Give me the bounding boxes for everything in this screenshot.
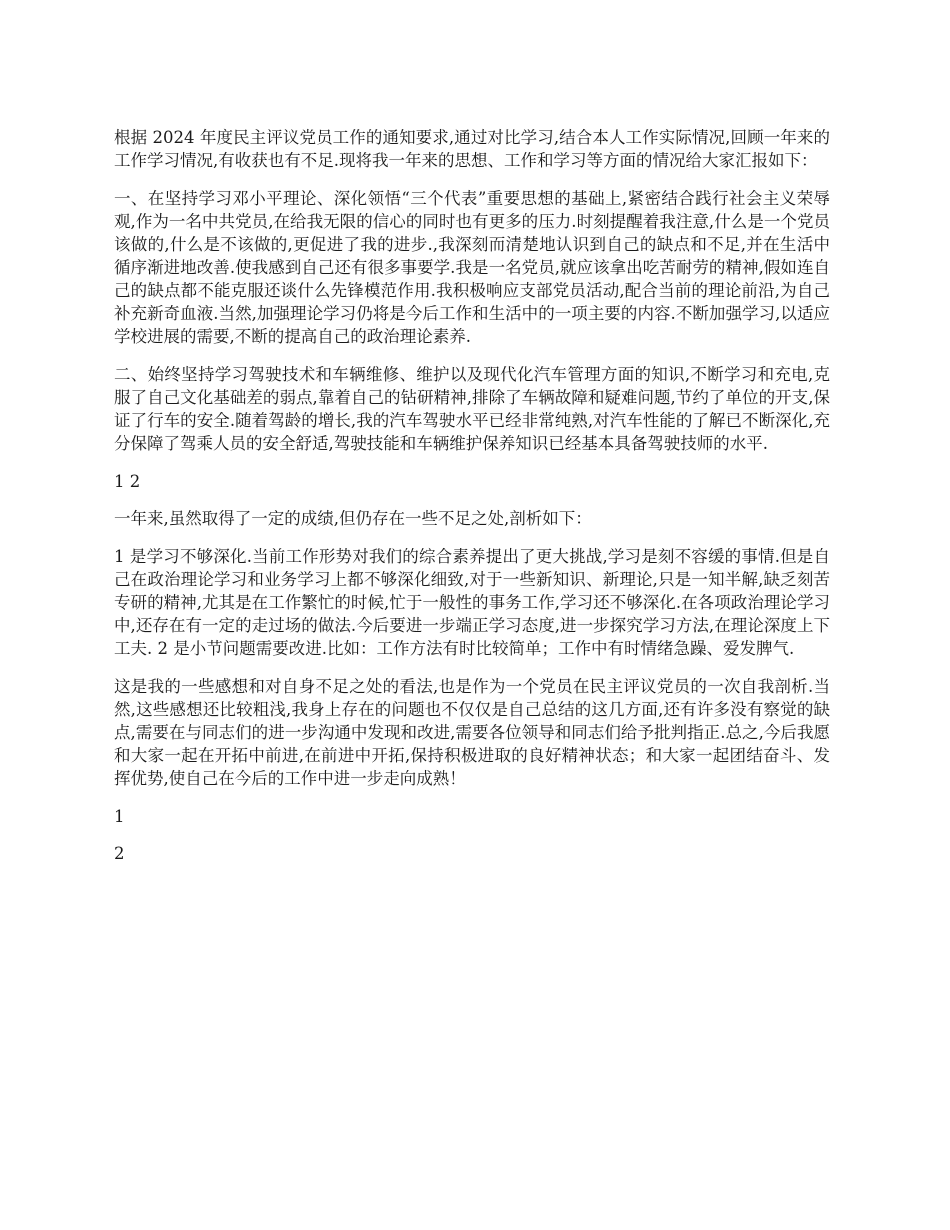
conclusion-paragraph: 这是我的一些感想和对自身不足之处的看法,也是作为一个党员在民主评议党员的一次自我剖析.当然,这些感想还比较粗浅,我身上存在的问题也不仅仅是自己总结的这几方面,还有许多没有察觉的缺点,需要在与同志们的进一步沟通中发现和改进,需要各位领导和同志们给予批判指正.总之,今后我愿和大家一起在开拓中前进,在前进中开拓,保持积极进取的良好精神状态；和大家一起团结奋斗、发挥优势,使自己在今后的工作中进一步走向成熟！	[114, 677, 830, 788]
footer-number-1: 1	[114, 807, 125, 826]
intro-paragraph: 根据 2024 年度民主评议党员工作的通知要求,通过对比学习,结合本人工作实际情况,回顾一年来的工作学习情况,有收获也有不足.现将我一年来的思想、工作和学习等方面的情况给大家汇报如下：	[114, 128, 830, 170]
page-marker: 1 2	[114, 472, 141, 491]
section-two-paragraph: 二、始终坚持学习驾驶技术和车辆维修、维护以及现代化汽车管理方面的知识,不断学习和充电,克服了自己文化基础差的弱点,靠着自己的钻研精神,排除了车辆故障和疑难问题,节约了单位的开支,保证了行车的安全.随着驾龄的增长,我的汽车驾驶水平已经非常纯熟,对汽车性能的了解已不断深化,充分保障了驾乘人员的安全舒适,驾驶技能和车辆维护保养知识已经基本具备驾驶技师的水平.	[114, 365, 830, 453]
shortcomings-intro-paragraph: 一年来,虽然取得了一定的成绩,但仍存在一些不足之处,剖析如下：	[114, 509, 592, 528]
footer-number-2: 2	[114, 844, 125, 863]
shortcomings-detail-paragraph: 1 是学习不够深化.当前工作形势对我们的综合素养提出了更大挑战,学习是刻不容缓的事情.但是自己在政治理论学习和业务学习上都不够深化细致,对于一些新知识、新理论,只是一知半解,缺乏刻苦专研的精神,尤其是在工作繁忙的时候,忙于一般性的事务工作,学习还不够深化.在各项政治理论学习中,还存在有一定的走过场的做法.今后要进一步端正学习态度,进一步探究学习方法,在理论深度上下工夫. 2 是小节问题需要改进.比如：工作方法有时比较简单；工作中有时情绪急躁、爱发脾气.	[114, 547, 830, 658]
document-body	[114, 126, 830, 879]
section-one-paragraph: 一、在坚持学习邓小平理论、深化领悟“三个代表”重要思想的基础上,紧密结合践行社会主义荣辱观,作为一名中共党员,在给我无限的信心的同时也有更多的压力.时刻提醒着我注意,什么是一个党员该做的,什么是不该做的,更促进了我的进步.,我深刻而清楚地认识到自己的缺点和不足,并在生活中循序渐进地改善.使我感到自己还有很多事要学.我是一名党员,就应该拿出吃苦耐劳的精神,假如连自己的缺点都不能克服还谈什么先锋模范作用.我积极响应支部党员活动,配合当前的理论前沿,为自己补充新奇血液.当然,加强理论学习仍将是今后工作和生活中的一项主要的内容.不断加强学习,以适应学校进展的需要,不断的提高自己的政治理论素养.	[114, 189, 830, 346]
